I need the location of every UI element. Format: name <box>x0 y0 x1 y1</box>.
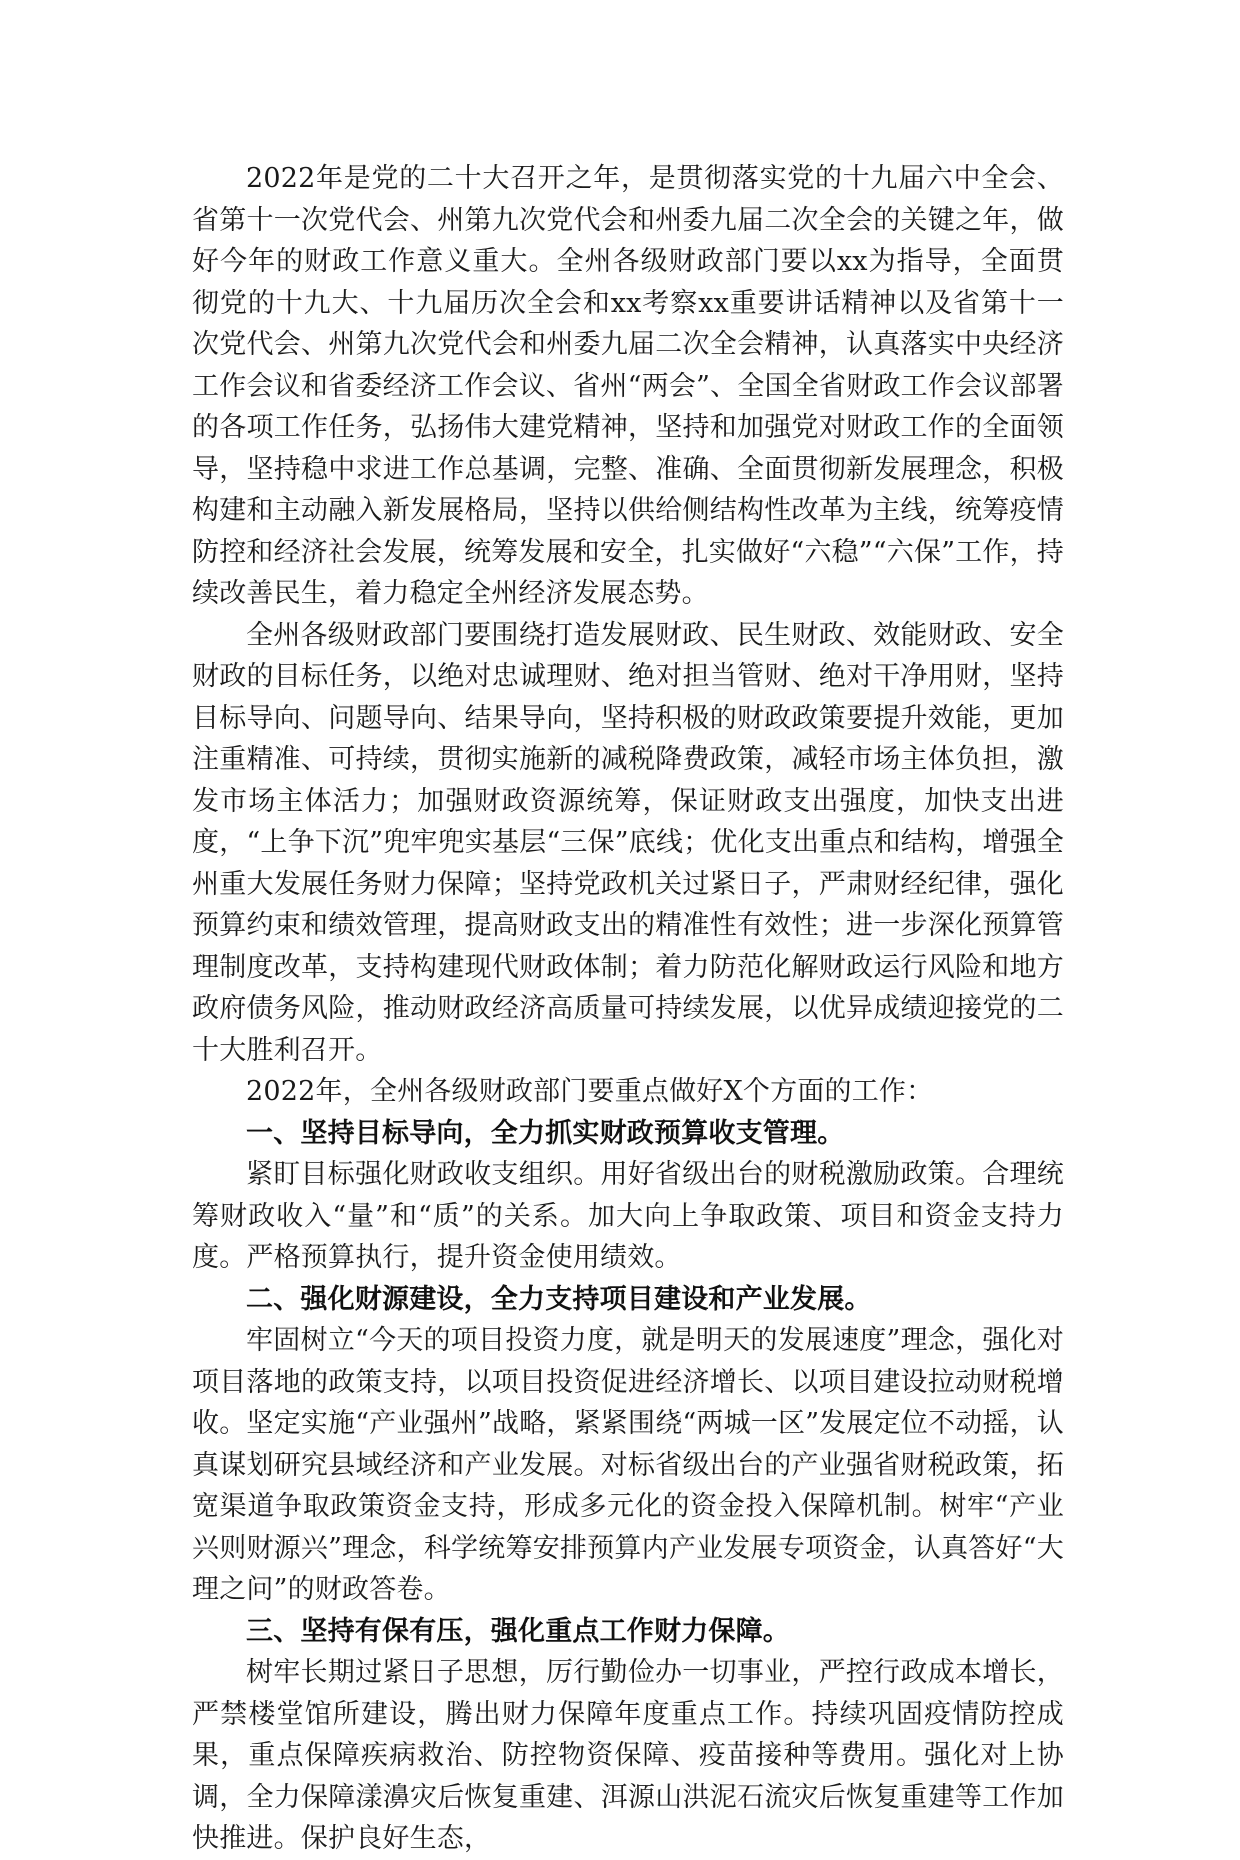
section-heading-1: 一、坚持目标导向，全力抓实财政预算收支管理。 <box>246 1117 845 1149</box>
paragraph-intro: 2022年是党的二十大召开之年，是贯彻落实党的十九届六中全会、省第十一次党代会、州第九次党代会和州委九届二次全会的关键之年，做好今年的财政工作意义重大。全州各级财政部门要以xx为指导，全面贯彻党的十九大、十九届历次全会和xx考察xx重要讲话精神以及省第十一次党代会、州第九次党代会和州委九届二次全会精神，认真落实中央经济工作会议和省委经济工作会议、省州“两会”、全国全省财政工作会议部署的各项工作任务，弘扬伟大建党精神，坚持和加强党对财政工作的全面领导，坚持稳中求进工作总基调，完整、准确、全面贯彻新发展理念，积极构建和主动融入新发展格局，坚持以供给侧结构性改革为主线，统筹疫情防控和经济社会发展，统筹发展和安全，扎实做好“六稳”“六保”工作，持续改善民生，着力稳定全州经济发展态势。 <box>192 163 1065 609</box>
paragraph-section-2: 牢固树立“今天的项目投资力度，就是明天的发展速度”理念，强化对项目落地的政策支持，以项目投资促进经济增长、以项目建设拉动财税增收。坚定实施“产业强州”战略，紧紧围绕“两城一区”发展定位不动摇，认真谋划研究县域经济和产业发展。对标省级出台的产业强省财税政策，拓宽渠道争取政策资金支持，形成多元化的资金投入保障机制。树牢“产业兴则财源兴”理念，科学统筹安排预算内产业发展专项资金，认真答好“大理之问”的财政答卷。 <box>192 1325 1065 1605</box>
paragraph-targets: 全州各级财政部门要围绕打造发展财政、民生财政、效能财政、安全财政的目标任务，以绝对忠诚理财、绝对担当管财、绝对干净用财，坚持目标导向、问题导向、结果导向，坚持积极的财政政策要提升效能，更加注重精准、可持续，贯彻实施新的减税降费政策，减轻市场主体负担，激发市场主体活力；加强财政资源统筹，保证财政支出强度，加快支出进度，“上争下沉”兜牢兜实基层“三保”底线；优化支出重点和结构，增强全州重大发展任务财力保障；坚持党政机关过紧日子，严肃财经纪律，强化预算约束和绩效管理，提高财政支出的精准性有效性；进一步深化预算管理制度改革，支持构建现代财政体制；着力防范化解财政运行风险和地方政府债务风险，推动财政经济高质量可持续发展，以优异成绩迎接党的二十大胜利召开。 <box>192 619 1065 1066</box>
document-body <box>192 158 1064 1860</box>
section-heading-2: 二、强化财源建设，全力支持项目建设和产业发展。 <box>246 1283 872 1315</box>
paragraph-section-3: 树牢长期过紧日子思想，厉行勤俭办一切事业，严控行政成本增长，严禁楼堂馆所建设，腾出财力保障年度重点工作。持续巩固疫情防控成果，重点保障疾病救治、防控物资保障、疫苗接种等费用。强化对上协调，全力保障漾濞灾后恢复重建、洱源山洪泥石流灾后恢复重建等工作加快推进。保护良好生态， <box>192 1657 1064 1854</box>
section-heading-3: 三、坚持有保有压，强化重点工作财力保障。 <box>246 1615 790 1647</box>
paragraph-work-overview: 2022年，全州各级财政部门要重点做好X个方面的工作： <box>246 1076 934 1107</box>
paragraph-section-1: 紧盯目标强化财政收支组织。用好省级出台的财税激励政策。合理统筹财政收入“量”和“质”的关系。加大向上争取政策、项目和资金支持力度。严格预算执行，提升资金使用绩效。 <box>192 1159 1064 1273</box>
